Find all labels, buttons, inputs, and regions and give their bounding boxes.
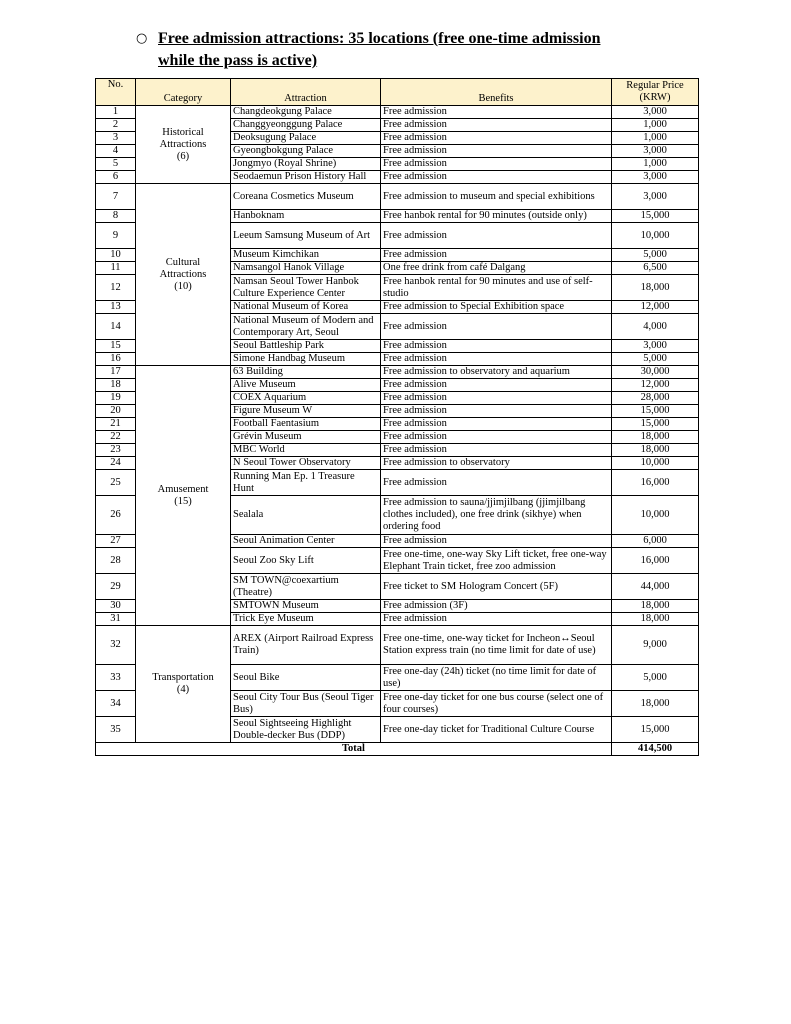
heading-line-1: Free admission attractions: 35 locations (free one-time admission — [158, 30, 601, 47]
row-attraction: Simone Handbag Museum — [231, 353, 381, 366]
row-benefits: Free one-day ticket for Traditional Culture Course — [381, 717, 612, 743]
row-attraction: Trick Eye Museum — [231, 613, 381, 626]
row-benefits: Free admission — [381, 418, 612, 431]
row-benefits: Free admission to Special Exhibition space — [381, 301, 612, 314]
row-benefits: Free admission — [381, 535, 612, 548]
section-heading — [136, 28, 656, 72]
row-attraction: AREX (Airport Railroad Express Train) — [231, 626, 381, 665]
row-no: 29 — [96, 574, 136, 600]
row-no: 4 — [96, 145, 136, 158]
row-no: 24 — [96, 457, 136, 470]
row-price: 16,000 — [612, 548, 699, 574]
row-benefits: One free drink from café Dalgang — [381, 262, 612, 275]
row-attraction: Seoul Zoo Sky Lift — [231, 548, 381, 574]
row-benefits: Free admission — [381, 405, 612, 418]
row-no: 33 — [96, 665, 136, 691]
row-no: 25 — [96, 470, 136, 496]
row-price: 1,000 — [612, 119, 699, 132]
attractions-table — [95, 78, 699, 756]
row-attraction: Figure Museum W — [231, 405, 381, 418]
row-attraction: N Seoul Tower Observatory — [231, 457, 381, 470]
row-attraction: Gyeongbokgung Palace — [231, 145, 381, 158]
row-no: 18 — [96, 379, 136, 392]
row-price: 10,000 — [612, 457, 699, 470]
row-price: 16,000 — [612, 470, 699, 496]
row-benefits: Free one-day (24h) ticket (no time limit for date of use) — [381, 665, 612, 691]
row-price: 3,000 — [612, 340, 699, 353]
total-row — [96, 743, 699, 756]
row-benefits: Free ticket to SM Hologram Concert (5F) — [381, 574, 612, 600]
row-no: 28 — [96, 548, 136, 574]
row-no: 7 — [96, 184, 136, 210]
row-no: 19 — [96, 392, 136, 405]
category-amusement — [136, 366, 231, 626]
row-benefits: Free admission — [381, 392, 612, 405]
row-benefits: Free admission to observatory and aquarium — [381, 366, 612, 379]
row-benefits: Free admission — [381, 132, 612, 145]
row-no: 26 — [96, 496, 136, 535]
row-benefits: Free admission — [381, 613, 612, 626]
category-cultural — [136, 184, 231, 366]
heading-line-2: while the pass is active) — [158, 52, 318, 69]
row-attraction: Seodaemun Prison History Hall — [231, 171, 381, 184]
row-price: 3,000 — [612, 184, 699, 210]
category-label: Cultural — [165, 256, 201, 268]
row-attraction: Leeum Samsung Museum of Art — [231, 223, 381, 249]
row-attraction: SM TOWN@coexartium (Theatre) — [231, 574, 381, 600]
row-attraction: Hanboknam — [231, 210, 381, 223]
row-no: 6 — [96, 171, 136, 184]
row-attraction: National Museum of Modern and Contemporary Art, Seoul — [231, 314, 381, 340]
row-no: 8 — [96, 210, 136, 223]
row-price: 15,000 — [612, 210, 699, 223]
row-no: 15 — [96, 340, 136, 353]
row-benefits: Free one-time, one-way ticket for Incheon↔Seoul Station express train (no time limit for date of use) — [381, 626, 612, 665]
total-label: Total — [96, 743, 612, 756]
total-value: 414,500 — [612, 743, 699, 756]
row-price: 18,000 — [612, 691, 699, 717]
row-no: 34 — [96, 691, 136, 717]
category-count: (6) — [176, 150, 190, 162]
row-benefits: Free admission — [381, 379, 612, 392]
category-historical — [136, 106, 231, 184]
row-benefits: Free admission — [381, 470, 612, 496]
row-price: 1,000 — [612, 158, 699, 171]
row-attraction: Grévin Museum — [231, 431, 381, 444]
row-attraction: COEX Aquarium — [231, 392, 381, 405]
row-benefits: Free admission to observatory — [381, 457, 612, 470]
row-attraction: Seoul Battleship Park — [231, 340, 381, 353]
row-benefits: Free admission — [381, 119, 612, 132]
row-attraction: Deoksugung Palace — [231, 132, 381, 145]
category-label: Attractions — [159, 138, 207, 150]
row-no: 9 — [96, 223, 136, 249]
row-benefits: Free admission — [381, 223, 612, 249]
row-price: 28,000 — [612, 392, 699, 405]
row-price: 15,000 — [612, 717, 699, 743]
row-no: 27 — [96, 535, 136, 548]
bullet-icon: ○ — [136, 31, 148, 46]
row-no: 11 — [96, 262, 136, 275]
row-price: 18,000 — [612, 275, 699, 301]
row-no: 30 — [96, 600, 136, 613]
row-no: 35 — [96, 717, 136, 743]
row-benefits: Free hanbok rental for 90 minutes (outside only) — [381, 210, 612, 223]
row-attraction: Sealala — [231, 496, 381, 535]
row-attraction: Seoul City Tour Bus (Seoul Tiger Bus) — [231, 691, 381, 717]
row-price: 44,000 — [612, 574, 699, 600]
category-transportation — [136, 626, 231, 743]
row-price: 3,000 — [612, 106, 699, 119]
row-price: 15,000 — [612, 418, 699, 431]
row-benefits: Free admission — [381, 353, 612, 366]
row-benefits: Free admission — [381, 249, 612, 262]
row-no: 10 — [96, 249, 136, 262]
row-attraction: Museum Kimchikan — [231, 249, 381, 262]
row-no: 22 — [96, 431, 136, 444]
row-price: 15,000 — [612, 405, 699, 418]
row-price: 1,000 — [612, 132, 699, 145]
row-no: 3 — [96, 132, 136, 145]
row-no: 5 — [96, 158, 136, 171]
row-attraction: 63 Building — [231, 366, 381, 379]
category-label: Transportation — [152, 672, 214, 683]
header-price-line-1: Regular Price — [626, 80, 684, 91]
row-price: 9,000 — [612, 626, 699, 665]
row-no: 31 — [96, 613, 136, 626]
row-attraction: Namsangol Hanok Village — [231, 262, 381, 275]
category-label: Attractions — [159, 268, 207, 280]
row-attraction: Running Man Ep. 1 Treasure Hunt — [231, 470, 381, 496]
row-attraction: Namsan Seoul Tower Hanbok Culture Experience Center — [231, 275, 381, 301]
row-price: 18,000 — [612, 600, 699, 613]
row-price: 4,000 — [612, 314, 699, 340]
row-attraction: Changgyeonggung Palace — [231, 119, 381, 132]
row-no: 32 — [96, 626, 136, 665]
row-benefits: Free admission — [381, 431, 612, 444]
category-count: (10) — [174, 280, 192, 292]
category-count: (4) — [176, 684, 190, 695]
category-count: (15) — [174, 495, 192, 507]
row-price: 30,000 — [612, 366, 699, 379]
row-price: 10,000 — [612, 496, 699, 535]
row-attraction: Jongmyo (Royal Shrine) — [231, 158, 381, 171]
row-attraction: Football Faentasium — [231, 418, 381, 431]
row-benefits: Free admission — [381, 158, 612, 171]
table-row — [96, 366, 699, 379]
row-price: 5,000 — [612, 353, 699, 366]
row-benefits: Free hanbok rental for 90 minutes and use of self-studio — [381, 275, 612, 301]
header-category: Category — [136, 79, 231, 106]
row-price: 5,000 — [612, 665, 699, 691]
row-price: 18,000 — [612, 444, 699, 457]
row-price: 3,000 — [612, 145, 699, 158]
row-price: 3,000 — [612, 171, 699, 184]
category-label: Amusement — [157, 483, 209, 495]
row-price: 5,000 — [612, 249, 699, 262]
row-price: 12,000 — [612, 301, 699, 314]
row-price: 12,000 — [612, 379, 699, 392]
header-price — [612, 79, 699, 106]
category-label: Historical — [162, 126, 204, 138]
row-benefits: Free admission — [381, 145, 612, 158]
header-benefits: Benefits — [381, 79, 612, 106]
row-benefits: Free one-day ticket for one bus course (select one of four courses) — [381, 691, 612, 717]
table-row — [96, 106, 699, 119]
row-benefits: Free one-time, one-way Sky Lift ticket, free one-way Elephant Train ticket, free zoo admission — [381, 548, 612, 574]
row-attraction: Seoul Animation Center — [231, 535, 381, 548]
row-attraction: Alive Museum — [231, 379, 381, 392]
row-no: 23 — [96, 444, 136, 457]
header-attraction: Attraction — [231, 79, 381, 106]
row-no: 21 — [96, 418, 136, 431]
row-no: 17 — [96, 366, 136, 379]
row-attraction: Changdeokgung Palace — [231, 106, 381, 119]
row-no: 14 — [96, 314, 136, 340]
row-no: 2 — [96, 119, 136, 132]
row-attraction: MBC World — [231, 444, 381, 457]
row-no: 16 — [96, 353, 136, 366]
row-attraction: Seoul Sightseeing Highlight Double-decker Bus (DDP) — [231, 717, 381, 743]
row-price: 6,000 — [612, 535, 699, 548]
row-benefits: Free admission to museum and special exhibitions — [381, 184, 612, 210]
row-attraction: SMTOWN Museum — [231, 600, 381, 613]
table-row — [96, 184, 699, 210]
header-no: No. — [96, 79, 136, 106]
row-benefits: Free admission (3F) — [381, 600, 612, 613]
row-attraction: Seoul Bike — [231, 665, 381, 691]
row-no: 12 — [96, 275, 136, 301]
row-no: 1 — [96, 106, 136, 119]
row-price: 18,000 — [612, 431, 699, 444]
row-price: 18,000 — [612, 613, 699, 626]
row-attraction: Coreana Cosmetics Museum — [231, 184, 381, 210]
row-benefits: Free admission — [381, 340, 612, 353]
row-benefits: Free admission — [381, 444, 612, 457]
header-price-line-2: (KRW) — [639, 92, 671, 103]
table-row — [96, 626, 699, 665]
row-benefits: Free admission — [381, 106, 612, 119]
row-attraction: National Museum of Korea — [231, 301, 381, 314]
row-price: 6,500 — [612, 262, 699, 275]
row-price: 10,000 — [612, 223, 699, 249]
row-no: 20 — [96, 405, 136, 418]
row-benefits: Free admission to sauna/jjimjilbang (jjimjilbang clothes included), one free drink (sikhye) when ordering food — [381, 496, 612, 535]
row-benefits: Free admission — [381, 171, 612, 184]
table-header-row — [96, 79, 699, 106]
row-benefits: Free admission — [381, 314, 612, 340]
row-no: 13 — [96, 301, 136, 314]
